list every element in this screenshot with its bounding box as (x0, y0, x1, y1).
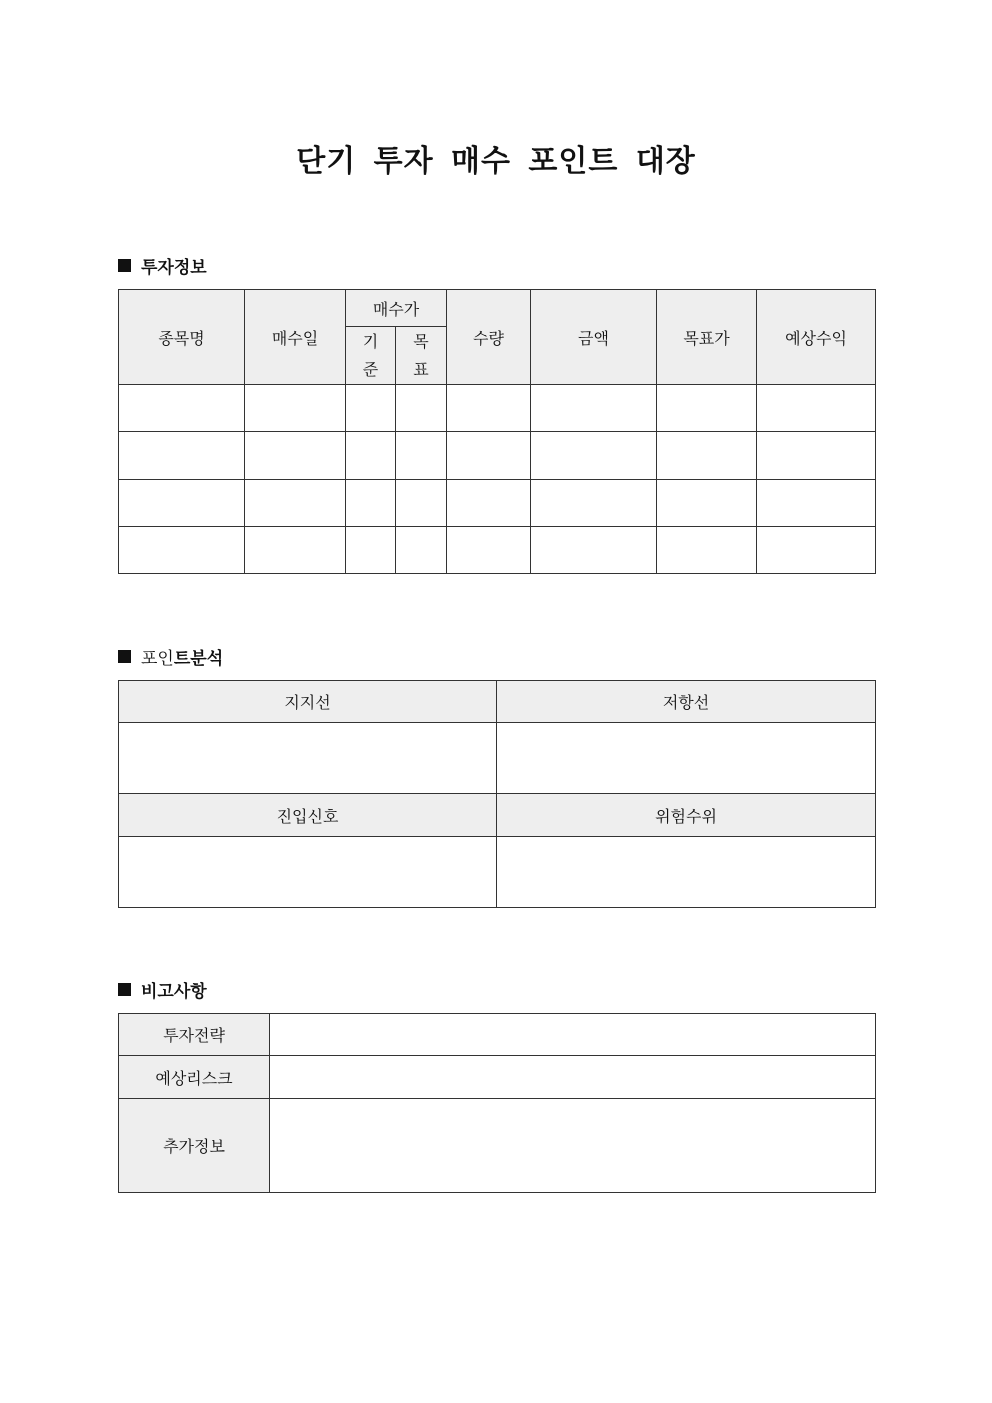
input-cell[interactable] (447, 385, 531, 432)
input-cell[interactable] (757, 479, 876, 526)
additional-info-input-cell[interactable] (270, 1099, 876, 1193)
header-resistance: 저항선 (497, 681, 876, 723)
input-cell[interactable] (346, 385, 396, 432)
input-cell[interactable] (119, 479, 245, 526)
square-bullet-icon (118, 983, 131, 996)
table-row (119, 526, 876, 573)
header-buy-price: 매수가 (346, 290, 447, 327)
section-title-part-2: 트분석 (173, 649, 224, 669)
table-row (119, 479, 876, 526)
strategy-input-cell[interactable] (270, 1014, 876, 1056)
section-remarks (118, 977, 207, 1002)
header-target-price: 목표가 (657, 290, 757, 385)
input-cell[interactable] (346, 432, 396, 479)
header-expected-return: 예상수익 (757, 290, 876, 385)
section-title-part-1: 포인 (141, 649, 174, 669)
input-cell[interactable] (447, 479, 531, 526)
resistance-input-cell[interactable] (497, 723, 876, 794)
input-cell[interactable] (531, 432, 657, 479)
header-stock-name: 종목명 (119, 290, 245, 385)
input-cell[interactable] (657, 526, 757, 573)
input-cell[interactable] (657, 385, 757, 432)
risk-level-input-cell[interactable] (497, 837, 876, 908)
input-cell[interactable] (119, 526, 245, 573)
input-cell[interactable] (657, 432, 757, 479)
input-cell[interactable] (245, 385, 346, 432)
input-cell[interactable] (245, 432, 346, 479)
header-amount: 금액 (531, 290, 657, 385)
table-row (119, 432, 876, 479)
entry-signal-input-cell[interactable] (119, 837, 497, 908)
remarks-table (118, 1013, 876, 1193)
input-cell[interactable] (531, 385, 657, 432)
input-cell[interactable] (346, 479, 396, 526)
header-support: 지지선 (119, 681, 497, 723)
invest-info-table (118, 289, 876, 574)
table-row (119, 385, 876, 432)
header-base: 기 준 (346, 327, 396, 385)
input-cell[interactable] (531, 526, 657, 573)
input-cell[interactable] (346, 526, 396, 573)
input-cell[interactable] (119, 432, 245, 479)
section-invest-info (118, 253, 207, 278)
square-bullet-icon (118, 259, 131, 272)
input-cell[interactable] (396, 479, 447, 526)
header-quantity: 수량 (447, 290, 531, 385)
input-cell[interactable] (757, 385, 876, 432)
input-cell[interactable] (245, 479, 346, 526)
support-input-cell[interactable] (119, 723, 497, 794)
input-cell[interactable] (531, 479, 657, 526)
header-entry-signal: 진입신호 (119, 794, 497, 837)
label-additional-info: 추가정보 (119, 1099, 270, 1193)
section-title: 투자정보 (141, 258, 207, 278)
label-strategy: 투자전략 (119, 1014, 270, 1056)
input-cell[interactable] (396, 385, 447, 432)
input-cell[interactable] (245, 526, 346, 573)
point-analysis-table (118, 680, 876, 908)
header-risk-level: 위험수위 (497, 794, 876, 837)
square-bullet-icon (118, 650, 131, 663)
input-cell[interactable] (396, 432, 447, 479)
section-title: 비고사항 (141, 982, 207, 1002)
page-title: 단기 투자 매수 포인트 대장 (296, 144, 696, 179)
input-cell[interactable] (757, 526, 876, 573)
input-cell[interactable] (447, 526, 531, 573)
input-cell[interactable] (119, 385, 245, 432)
input-cell[interactable] (757, 432, 876, 479)
header-target: 목 표 (396, 327, 447, 385)
input-cell[interactable] (447, 432, 531, 479)
header-buy-date: 매수일 (245, 290, 346, 385)
expected-risk-input-cell[interactable] (270, 1056, 876, 1099)
label-expected-risk: 예상리스크 (119, 1056, 270, 1099)
input-cell[interactable] (657, 479, 757, 526)
section-point-analysis (118, 644, 223, 669)
input-cell[interactable] (396, 526, 447, 573)
